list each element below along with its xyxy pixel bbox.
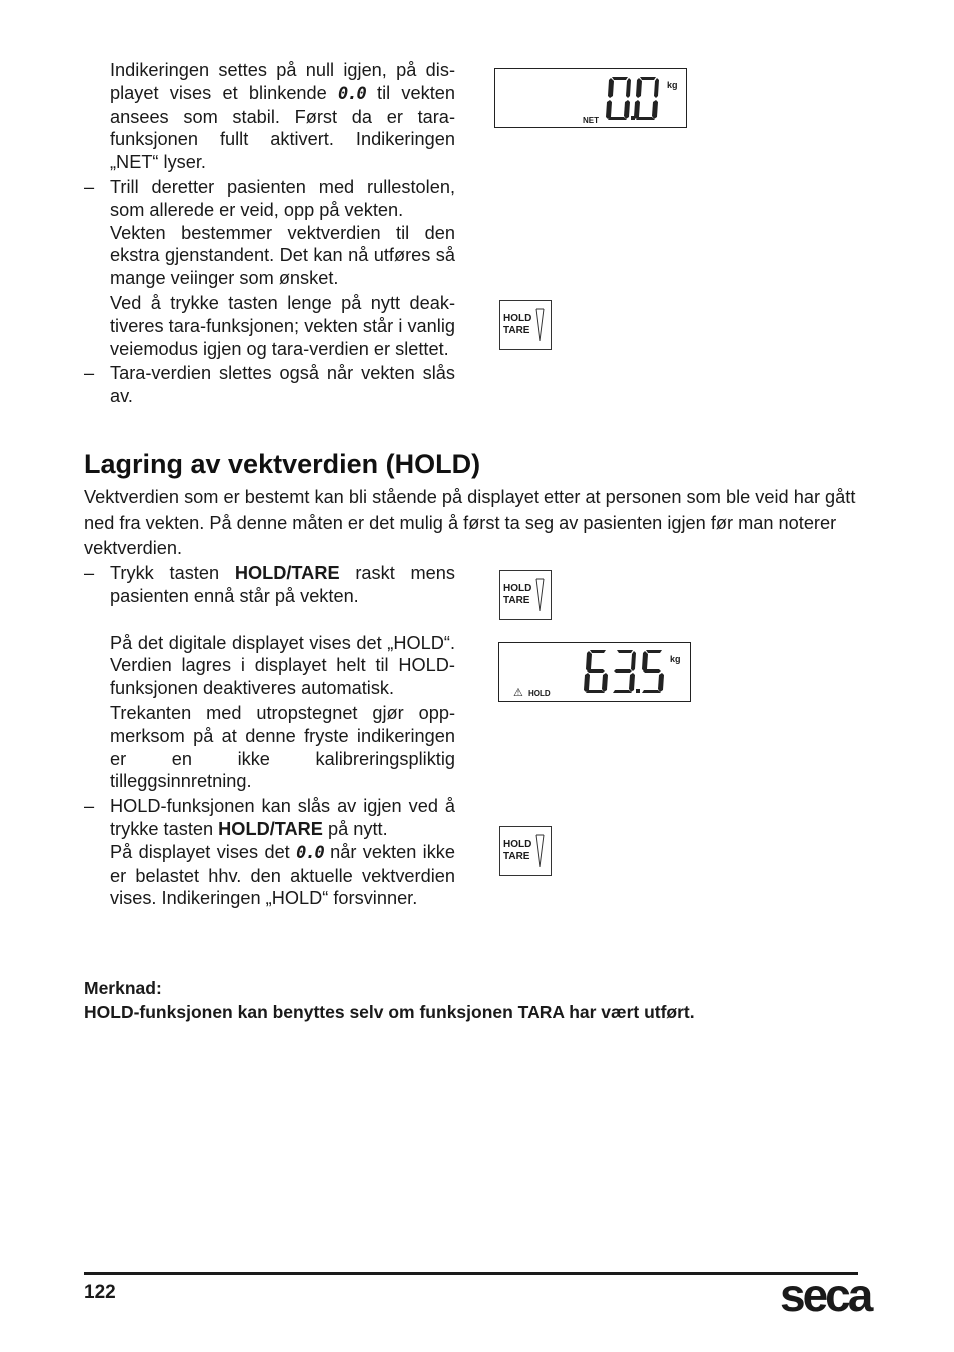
- press-marker-icon: [535, 834, 545, 868]
- paragraph-hold-shown: På det digitale displayet vises det „HOLD“. Verdien lagres i displayet helt til HOLD-funksjonen deaktiveres automatisk.: [110, 632, 455, 699]
- key-label-hold: HOLD: [503, 839, 532, 850]
- section-intro: Vektverdien som er bestemt kan bli stående på displayet etter at personen som ble veid har gått ned fra vekten. På denne måten er det mulig å først ta seg av pasienten igjen før man noterer vektverdien.: [84, 487, 856, 558]
- segment-value: 0.0: [338, 83, 366, 104]
- paragraph-zero-indication: [84, 59, 455, 174]
- section-heading: Lagring av vektverdien (HOLD): [84, 449, 481, 479]
- seca-logo: seca: [780, 1269, 871, 1321]
- hold-text-column: [84, 562, 455, 910]
- page-number: 122: [84, 1282, 116, 1303]
- note-body: HOLD-funksjonen kan benyttes selv om funksjonen TARA har vært utført.: [84, 1002, 695, 1022]
- paragraph-determine-weight: Vekten bestemmer vektverdien til den ekstra gjenstandent. Det kan nå utføres så mange veiinger som ønsket.: [110, 222, 455, 289]
- key-name: HOLD/TARE: [218, 818, 323, 839]
- bullet-text: Trill deretter pasienten med rullestolen, som allerede er veid, opp på vekten.: [110, 176, 455, 220]
- scale-display-hold: [498, 642, 691, 702]
- note-heading: Merknad:: [84, 978, 162, 998]
- text: HOLD-funksjonen kan slås av igjen ved å trykke tasten: [110, 796, 455, 839]
- unit-label: kg: [670, 654, 681, 664]
- footer-rule: [84, 1272, 858, 1275]
- unit-label: kg: [667, 80, 678, 90]
- key-label-hold: HOLD: [503, 583, 532, 594]
- text: Trykk tasten: [110, 563, 235, 583]
- paragraph-display-zero: [84, 841, 455, 910]
- hold-tare-key[interactable]: [499, 826, 552, 876]
- warning-icon: ⚠: [513, 687, 523, 699]
- scale-display-net: [494, 68, 687, 128]
- text: når vekten ikke er belastet hhv. den aktuelle vektverdien vises. Indikeringen „HOLD“ forsvinner.: [110, 841, 456, 909]
- bullet-press-hold: [84, 562, 455, 608]
- text: På displayet vises det: [110, 841, 297, 862]
- press-marker-icon: [535, 578, 545, 612]
- bullet-roll-patient: [84, 176, 455, 222]
- key-label-tare: TARE: [503, 325, 530, 336]
- text: på nytt.: [322, 818, 388, 839]
- bullet-tara-cleared: [84, 362, 455, 408]
- segment-value: 0.0: [296, 842, 324, 863]
- key-label-hold: HOLD: [503, 313, 532, 324]
- key-label-tare: TARE: [503, 595, 530, 606]
- text: til vekten ansees som stabil. Først da er tarafunksjonen fullt aktivert. Indikeringen „NET“ lyser.: [110, 82, 456, 173]
- text: Indikeringen settes på null igjen, på displayet vises et blinkende: [110, 60, 455, 103]
- hold-tare-key[interactable]: [499, 570, 552, 620]
- bullet-dash: –: [84, 176, 95, 197]
- hold-indicator: HOLD: [528, 689, 551, 698]
- key-name: HOLD/TARE: [234, 563, 340, 583]
- paragraph-deactivate-tara: Ved å trykke tasten lenge på nytt deaktiveres tara-funksjonen; vekten står i vanlig veiemodus igjen og tara-verdien er slettet.: [110, 292, 455, 359]
- bullet-text: Tara-verdien slettes også når vekten slås av.: [110, 363, 455, 407]
- press-marker-icon: [535, 308, 545, 342]
- paragraph-triangle: Trekanten med utropstegnet gjør oppmerksom på at denne fryste indikeringen er en ikke kalibreringspliktig tilleggsinnretning.: [110, 702, 455, 792]
- bullet-dash: –: [84, 563, 95, 583]
- key-label-tare: TARE: [503, 851, 530, 862]
- net-indicator: NET: [583, 116, 599, 125]
- hold-tare-key[interactable]: [499, 300, 552, 350]
- bullet-hold-off: [84, 795, 455, 841]
- text: raskt mens pasienten ennå står på vekten.: [110, 563, 455, 606]
- top-text-column: [84, 59, 455, 408]
- bullet-dash: –: [84, 796, 95, 817]
- bullet-dash: –: [84, 363, 95, 384]
